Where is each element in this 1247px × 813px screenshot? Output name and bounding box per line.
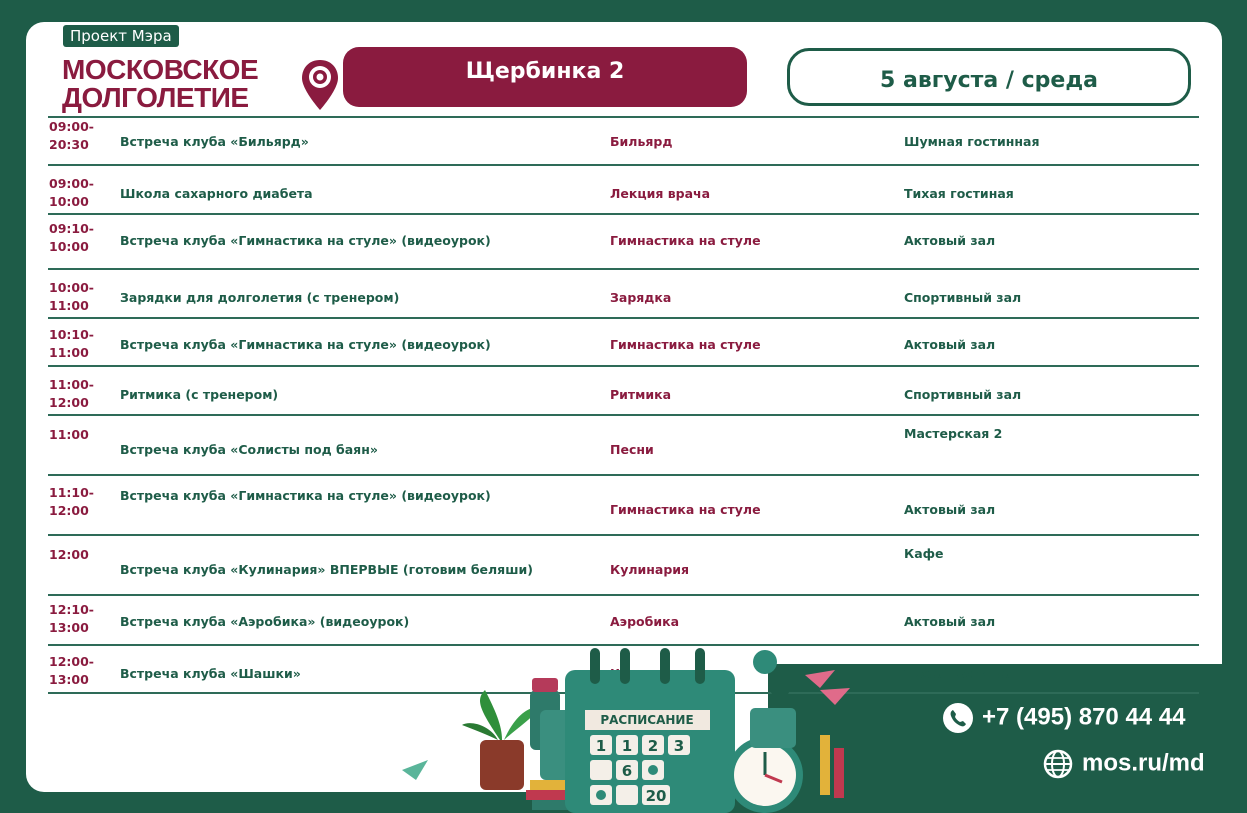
logo-line-2: ДОЛГОЛЕТИЕ [62, 82, 249, 113]
category-cell: Ритмика [610, 387, 672, 402]
room-cell: Актовый зал [904, 614, 996, 629]
category-cell: Лекция врача [610, 186, 711, 201]
time-cell: 11:00- 12:00 [49, 377, 94, 410]
phone-number: +7 (495) 870 44 44 [982, 703, 1186, 731]
category-cell: Гимнастика на стуле [610, 502, 761, 517]
event-cell: Встреча клуба «Гимнастика на стуле» (видеоурок) [120, 337, 491, 352]
room-cell: Тихая гостиная [904, 186, 1014, 201]
time-cell: 11:10- 12:00 [49, 485, 94, 518]
category-cell: Аэробика [610, 614, 680, 629]
event-cell: Встреча клуба «Гимнастика на стуле» (видеоурок) [120, 233, 491, 248]
calendar-number: 3 [673, 737, 685, 755]
time-cell: 12:00- 13:00 [49, 654, 94, 687]
time-cell: 12:10- 13:00 [49, 602, 94, 635]
table-row [48, 317, 1199, 365]
room-cell: Спортивный зал [904, 387, 1022, 402]
schedule-illustration [380, 630, 860, 813]
event-cell: Встреча клуба «Бильярд» [120, 134, 309, 149]
category-cell: Гимнастика на стуле [610, 337, 761, 352]
event-cell: Встреча клуба «Шашки» [120, 666, 301, 681]
table-row [48, 213, 1199, 268]
calendar-number: 20 [645, 787, 667, 805]
date-label: 5 августа / среда [787, 48, 1191, 106]
calendar-number: 2 [647, 737, 659, 755]
event-cell: Встреча клуба «Кулинария» ВПЕРВЫЕ (готовим беляши) [120, 562, 533, 577]
category-cell: Зарядка [610, 290, 672, 305]
room-cell: Шумная гостинная [904, 134, 1040, 149]
time-cell: 12:00 [49, 547, 89, 562]
project-badge: Проект Мэра [63, 25, 179, 47]
event-cell: Ритмика (с тренером) [120, 387, 279, 402]
schedule-table [48, 116, 1199, 694]
logo [62, 56, 258, 112]
category-cell: Кулинария [610, 562, 690, 577]
room-cell: Тихая гостиная [904, 666, 1014, 681]
room-cell: Спортивный зал [904, 290, 1022, 305]
room-cell: Кафе [904, 546, 944, 561]
table-row [48, 474, 1199, 534]
room-cell: Актовый зал [904, 337, 996, 352]
event-cell: Встреча клуба «Солисты под баян» [120, 442, 378, 457]
event-cell: Зарядки для долголетия (с тренером) [120, 290, 400, 305]
logo-line-1: МОСКОВСКОЕ [62, 54, 259, 85]
time-cell: 10:00- 11:00 [49, 280, 94, 313]
calendar-number: 1 [621, 737, 633, 755]
calendar-number: 6 [621, 762, 633, 780]
table-row [48, 268, 1199, 317]
time-cell: 09:00- 10:00 [49, 176, 94, 209]
time-cell: 09:10- 10:00 [49, 221, 94, 254]
event-cell: Встреча клуба «Гимнастика на стуле» (видеоурок) [120, 488, 491, 503]
location-pin-icon [300, 58, 340, 112]
table-row [48, 365, 1199, 414]
phone-icon [942, 702, 974, 734]
location-title: Щербинка 2 [343, 47, 747, 107]
event-cell: Встреча клуба «Аэробика» (видеоурок) [120, 614, 410, 629]
event-cell: Школа сахарного диабета [120, 186, 313, 201]
calendar-number: 1 [595, 737, 607, 755]
category-cell: Бильярд [610, 134, 673, 149]
table-row [48, 164, 1199, 213]
time-cell: 09:00- 20:30 [49, 119, 94, 152]
table-row [48, 116, 1199, 164]
website-url: mos.ru/md [1082, 749, 1205, 777]
room-cell: Актовый зал [904, 233, 996, 248]
illustration-title: РАСПИСАНИЕ [600, 713, 694, 727]
category-cell: Гимнастика на стуле [610, 233, 761, 248]
phone-contact[interactable] [942, 702, 1186, 734]
time-cell: 11:00 [49, 427, 89, 442]
room-cell: Мастерская 2 [904, 426, 1003, 441]
room-cell: Актовый зал [904, 502, 996, 517]
website-contact[interactable] [1042, 748, 1205, 780]
table-row [48, 414, 1199, 474]
table-row [48, 534, 1199, 594]
time-cell: 10:10- 11:00 [49, 327, 94, 360]
globe-icon [1042, 748, 1074, 780]
category-cell: Песни [610, 442, 654, 457]
